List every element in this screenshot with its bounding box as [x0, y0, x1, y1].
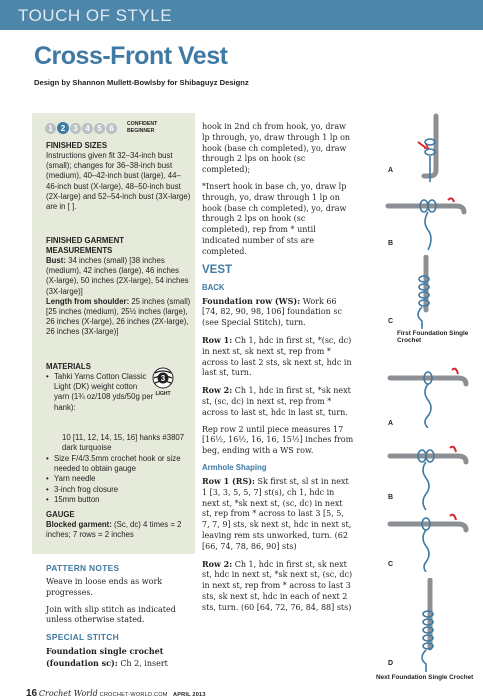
first-fsc-caption: First Foundation Single Crochet: [397, 330, 469, 344]
length-text: 25 inches (small) [25 inches (medium), 25½ inches (large), 26 inches (X-large), 26 inches (2X-large), 26 inches (3X-large)]: [46, 296, 191, 337]
page-number: 16: [26, 688, 38, 699]
next-fsc-diagram-b: [378, 440, 473, 512]
armhole-row-1-label: Row 1 (RS):: [202, 475, 255, 486]
special-stitch-name: Foundation single crochet (foundation sc):: [46, 646, 164, 668]
materials-item-hook: Size F/4/3.5mm crochet hook or size needed to obtain gauge: [54, 454, 181, 474]
instructions-column: [202, 122, 354, 619]
special-stitch-text: [46, 646, 196, 670]
diagram-letter-b-2: B: [388, 494, 394, 501]
diagram-letter-c: C: [388, 318, 394, 325]
gauge-text: (Sc, dc) 4 times = 2 inches; 7 rows = 2 inches: [46, 520, 182, 540]
pattern-title: Cross-Front Vest: [34, 42, 228, 70]
armhole-row-2: [202, 559, 354, 614]
magazine-name: Crochet World: [38, 689, 98, 698]
row-1-label: Row 1:: [202, 334, 233, 345]
bust-text: 34 inches (small) [38 inches (medium), 42 inches (large), 46 inches (X-large), 50 inches (2X-large), 54 inches (3X-large)]: [46, 256, 189, 296]
stitch-repeat: *Insert hook in base ch, yo, draw lp through, yo, draw through 1 lp on hook (base ch completed), yo, draw through 2 lps on hook (sc completed), rep from * until indicated number of sts are completed.: [202, 181, 347, 256]
materials-list: [46, 454, 191, 505]
row-2-text: Ch 1, hdc in first st, *sk next st, (sc, dc) in next st, rep from * across to last st, hdc in last st, turn.: [202, 386, 351, 417]
row-1-text: Ch 1, hdc in first st, *(sc, dc) in next st, sk next st, rep from * across to last 2 sts, sk next st, hdc in last st, turn.: [202, 335, 352, 378]
finished-sizes-section: [46, 141, 191, 212]
foundation-row-text: Work 66 [74, 82, 90, 98, 106] foundation sc (see Special Stitch), turn.: [202, 296, 342, 328]
materials-item-closure: 3-inch frog closure: [54, 484, 119, 494]
skill-level-6: 6: [106, 123, 117, 134]
materials-yarn-text: Tahki Yarns Cotton Classic Light (DK) weight cotton yarn (1¾ oz/108 yds/50g per hank):: [54, 372, 154, 412]
materials-heading: MATERIALS: [46, 362, 91, 371]
materials-item: • 3-inch frog closure: [46, 484, 119, 494]
bust-label: Bust:: [46, 256, 66, 265]
materials-item: • 15mm button: [46, 494, 100, 504]
armhole-row-2-label: Row 2:: [202, 558, 233, 569]
pattern-note: Weave in loose ends as work progresses.: [46, 577, 163, 597]
skill-label-line1: CONFIDENT: [127, 121, 158, 127]
pattern-note: Join with slip stitch as indicated unless otherwise stated.: [46, 604, 176, 625]
diagram-letter-a-2: A: [388, 420, 394, 427]
finished-sizes-heading: FINISHED SIZES: [46, 141, 108, 150]
skill-label-line2: BEGINNER: [127, 127, 155, 134]
skill-level-3: 3: [70, 123, 81, 134]
vest-heading: VEST: [202, 263, 233, 276]
skill-level-5: 5: [94, 123, 105, 134]
skill-level-1: 1: [45, 123, 56, 134]
first-fsc-diagram-a: [378, 112, 458, 192]
issue-date: APRIL 2013: [172, 692, 206, 698]
measurements-section: [46, 236, 191, 338]
armhole-row-1-text: Sk first st, sl st in next 1 [3, 3, 5, 5, 7] st(s), ch 1, hdc in next st, *sk next st, (sc, dc) in next st, rep from * across to last 3 [5, 5, 7, 7, 9] sts, sk next st, hdc in next st, leaving rem sts unworked, turn. (62 [66, 74, 78, 86, 90] sts): [202, 476, 352, 551]
diagram-letter-d: D: [388, 660, 394, 667]
foundation-row: [202, 296, 354, 329]
row-2-label: Row 2:: [202, 385, 233, 396]
pattern-notes-heading: PATTERN NOTES: [46, 563, 120, 573]
special-stitch-heading: SPECIAL STITCH: [46, 632, 119, 643]
next-fsc-diagram-d: [400, 578, 460, 673]
measurements-heading-line2: MEASUREMENTS: [46, 246, 113, 255]
notes-column: [46, 563, 196, 670]
foundation-row-label: Foundation row (WS):: [202, 295, 301, 306]
next-fsc-caption: Next Foundation Single Crochet: [376, 674, 474, 681]
back-heading: BACK: [202, 282, 225, 292]
skill-level-4: 4: [82, 123, 93, 134]
gauge-heading: GAUGE: [46, 510, 75, 519]
armhole-row-2-text: Ch 1, hdc in first st, sk next st, hdc in next st, *sk next st, (sc, dc) in next st, rep from * across to last 3 sts, sk next st, hdc in each of next 2 sts, turn. (60 [64, 72, 76, 84, 88] sts): [202, 559, 353, 612]
diagram-letter-b: B: [388, 240, 394, 247]
gauge-section: [46, 510, 191, 540]
finished-sizes-text: Instructions given fit 32–34-inch bust (small); changes for 36–38-inch bust (medium), 40–42-inch bust (large), 44–46-inch bust (X-large), 48–50-inch bust (2X-large) and 52–54-inch bust (3X-large) are in [ ].: [46, 151, 191, 212]
materials-yarn-qty: 10 [11, 12, 14, 15, 16] hanks #3807 dark turquoise: [62, 433, 185, 453]
yarn-weight-word: LIGHT: [155, 391, 171, 397]
materials-item-button: 15mm button: [54, 494, 100, 504]
armhole-row-1: [202, 476, 354, 553]
diagram-letter-a: A: [388, 167, 394, 174]
armhole-shaping-heading: Armhole Shaping: [202, 462, 267, 472]
magazine-url[interactable]: CROCHET-WORLD.COM: [99, 692, 168, 698]
length-label: Length from shoulder:: [46, 296, 130, 306]
skill-level-indicator: [45, 122, 118, 134]
designer-credit: Design by Shannon Mullett-Bowlsby for Shibaguyz Designz: [34, 78, 249, 87]
section-title: TOUCH OF STYLE: [18, 6, 173, 25]
materials-item: • Size F/4/3.5mm crochet hook or size needed to obtain gauge: [46, 454, 181, 474]
skill-level-2-active: 2: [57, 122, 69, 134]
yarn-weight-icon: [152, 367, 174, 397]
yarn-weight-number: 3: [160, 374, 166, 383]
row-2: [202, 385, 354, 418]
next-fsc-diagram-a: [378, 358, 473, 428]
gauge-label: Blocked garment:: [46, 520, 112, 529]
measurements-heading-line1: FINISHED GARMENT: [46, 236, 124, 245]
materials-item: • Yarn needle: [46, 474, 96, 484]
special-stitch-desc: Ch 2, insert: [120, 658, 168, 668]
repeat-row-2: Rep row 2 until piece measures 17 [16½, 16½, 16, 16, 15½] inches from beg, ending with a WS row.: [202, 424, 354, 456]
materials-item-needle: Yarn needle: [54, 474, 96, 484]
stitch-continued: hook in 2nd ch from hook, yo, draw lp through, yo, draw through 1 lp on hook (base ch completed), yo, draw through 2 lps on hook (sc completed);: [202, 122, 351, 175]
materials-section: [46, 362, 154, 413]
skill-level-label: [127, 121, 157, 134]
first-fsc-diagram-c: [392, 255, 462, 330]
page-footer: [26, 688, 206, 699]
materials-yarn: • Tahki Yarns Cotton Classic Light (DK) weight cotton yarn (1¾ oz/108 yds/50g per hank):: [46, 372, 154, 412]
row-1: [202, 335, 354, 379]
diagram-letter-c-2: C: [388, 561, 394, 568]
